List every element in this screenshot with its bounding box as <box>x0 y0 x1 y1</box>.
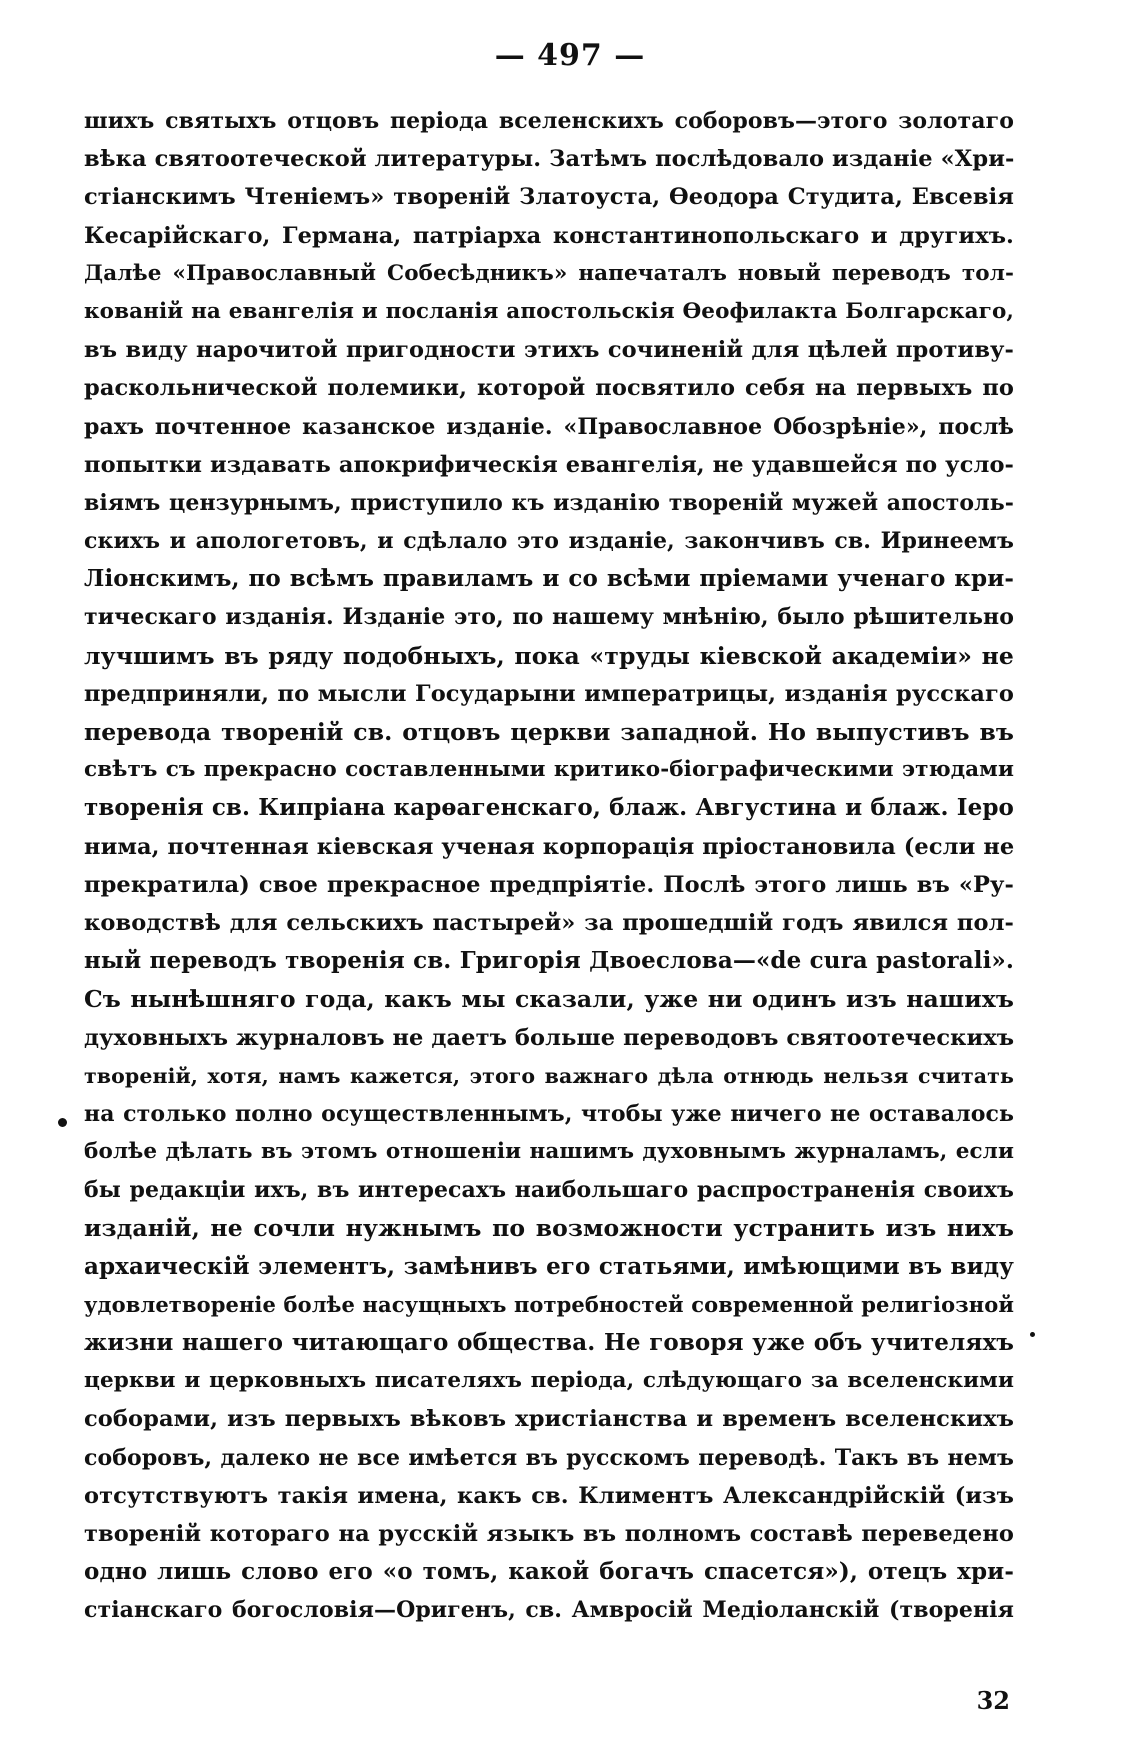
page-number: — 497 — <box>494 38 646 73</box>
text-line: рахъ почтенное казанское изданіе. «Православное Обозрѣніе», послѣ <box>84 413 1014 440</box>
text-line: бы редакціи ихъ, въ интересахъ наибольшаго распространенія своихъ <box>84 1177 1014 1204</box>
text-line: соборами, изъ первыхъ вѣковъ христіанства и временъ вселенскихъ <box>84 1406 1014 1433</box>
text-line: нима, почтенная кіевская ученая корпорація пріостановила (если не <box>84 833 1014 860</box>
text-line: віямъ цензурнымъ, приступило къ изданію твореній мужей апостоль- <box>84 489 1014 516</box>
text-line: твореній, хотя, намъ кажется, этого важнаго дѣла отнюдь нельзя считать <box>84 1063 1014 1088</box>
text-line: попытки издавать апокрифическія евангелія, не удавшейся по усло- <box>84 451 1014 478</box>
text-line: Кесарійскаго, Германа, патріарха константинопольскаго и другихъ. <box>84 222 1014 249</box>
text-line: ный переводъ творенія св. Григорія Двоеслова—«de cura pastorali». <box>84 947 1014 975</box>
text-line: шихъ святыхъ отцовъ періода вселенскихъ соборовъ—этого золотаго <box>84 108 1014 134</box>
text-line: творенія св. Кипріана карѳагенскаго, блаж. Августина и блаж. Іеро <box>84 794 1014 822</box>
text-line: Далѣе «Православный Собесѣдникъ» напечаталъ новый переводъ тол- <box>84 260 1014 286</box>
text-line: духовныхъ журналовъ не даетъ больше переводовъ святоотеческихъ <box>84 1024 1014 1051</box>
text-line: Съ нынѣшняго года, какъ мы сказали, уже ни одинъ изъ нашихъ <box>84 985 1014 1014</box>
text-line: твореній котораго на русскій языкъ въ полномъ составѣ переведено <box>84 1520 1014 1547</box>
text-line: изданій, не сочли нужнымъ по возможности устранить изъ нихъ <box>84 1214 1014 1243</box>
text-line: тическаго изданія. Изданіе это, по нашему мнѣнію, было рѣшительно <box>84 604 1014 631</box>
text-line: одно лишь слово его «о томъ, какой богачъ спасется»), отецъ хри- <box>84 1558 1014 1586</box>
text-line: церкви и церковныхъ писателяхъ періода, слѣдующаго за вселенскими <box>84 1368 1014 1394</box>
text-line: предприняли, по мысли Государыни императрицы, изданія русскаго <box>84 680 1014 707</box>
margin-mark-right <box>1030 1332 1035 1337</box>
text-line: свѣтъ съ прекрасно составленными критико-біографическими этюдами <box>84 757 1014 783</box>
text-line: скихъ и апологетовъ, и сдѣлало это изданіе, закончивъ св. Иринеемъ <box>84 528 1014 555</box>
text-line: перевода твореній св. отцовъ церкви западной. Но выпустивъ въ <box>84 718 1014 746</box>
text-line: удовлетвореніе болѣе насущныхъ потребностей современной религіозной <box>84 1291 1014 1317</box>
text-line: болѣе дѣлать въ этомъ отношеніи нашимъ духовнымъ журналамъ, если <box>84 1139 1014 1165</box>
signature-mark: 32 <box>976 1686 1010 1715</box>
text-body <box>84 102 1014 1630</box>
text-line: стіанскимъ Чтеніемъ» твореній Златоуста, Ѳеодора Студита, Евсевія <box>84 184 1014 211</box>
text-line: жизни нашего читающаго общества. Не говоря уже объ учителяхъ <box>84 1329 1014 1356</box>
text-line: ководствѣ для сельскихъ пастырей» за прошедшій годъ явился пол- <box>84 909 1014 936</box>
text-line: отсутствуютъ такія имена, какъ св. Климентъ Александрійскій (изъ <box>84 1482 1014 1509</box>
text-line: лучшимъ въ ряду подобныхъ, пока «труды кіевской академіи» не <box>84 641 1014 670</box>
margin-mark-left <box>58 1118 67 1127</box>
text-line: на столько полно осуществленнымъ, чтобы уже ничего не оставалось <box>84 1100 1014 1127</box>
text-line: Ліонскимъ, по всѣмъ правиламъ и со всѣми пріемами ученаго кри- <box>84 565 1014 593</box>
text-line: стіанскаго богословія—Оригенъ, св. Амвросій Медіоланскій (творенія <box>84 1597 1014 1624</box>
text-line: архаическій элементъ, замѣнивъ его статьями, имѣющими въ виду <box>84 1252 1014 1280</box>
text-line: раскольнической полемики, которой посвятило себя на первыхъ по <box>84 375 1014 402</box>
text-line: соборовъ, далеко не все имѣется въ русскомъ переводѣ. Такъ въ немъ <box>84 1444 1014 1471</box>
text-line: въ виду нарочитой пригодности этихъ сочиненій для цѣлей противу- <box>84 337 1014 364</box>
text-line: кованій на евангелія и посланія апостольскія Ѳеофилакта Болгарскаго, <box>84 298 1014 324</box>
text-line: прекратила) свое прекрасное предпріятіе. Послѣ этого лишь въ «Ру- <box>84 871 1014 898</box>
text-line: вѣка святоотеческой литературы. Затѣмъ послѣдовало изданіе «Хри- <box>84 146 1014 173</box>
